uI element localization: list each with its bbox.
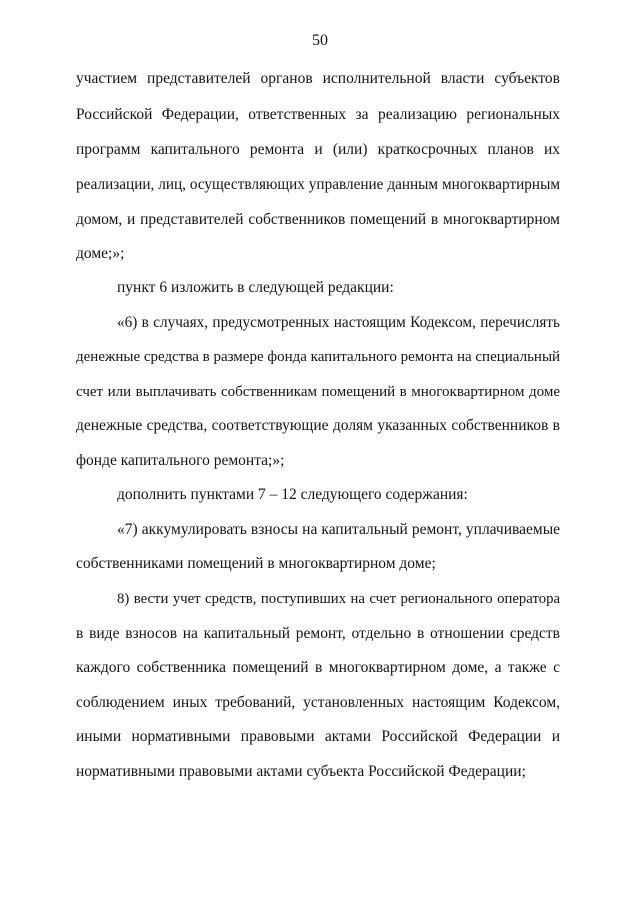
text-line: денежные средства, соответствующие долям указанных собственников в	[76, 417, 560, 434]
text-line: счет или выплачивать собственникам помещений в многоквартирном доме	[76, 384, 560, 400]
paragraph-start-line: «6) в случаях, предусмотренных настоящим Кодексом, перечислять	[117, 314, 560, 331]
text-line: реализации, лиц, осуществляющих управление данным многоквартирным	[76, 176, 560, 193]
paragraph-start-line: дополнить пунктами 7 – 12 следующего содержания:	[117, 486, 468, 503]
text-line: программ капитального ремонта и (или) краткосрочных планов их	[76, 141, 560, 158]
paragraph-start-line: «7) аккумулировать взносы на капитальный ремонт, уплачиваемые	[117, 521, 560, 538]
page-number: 50	[312, 32, 328, 49]
text-line: иными нормативными правовыми актами Российской Федерации и	[76, 728, 560, 745]
text-line: доме;»;	[76, 245, 125, 262]
text-line: фонде капитального ремонта;»;	[76, 452, 285, 469]
text-line: денежные средства в размере фонда капитального ремонта на специальный	[76, 349, 561, 365]
text-line: в виде взносов на капитальный ремонт, отдельно в отношении средств	[76, 625, 560, 642]
paragraph-start-line: 8) вести учет средств, поступивших на счет регионального оператора	[117, 591, 560, 607]
text-line: нормативными правовыми актами субъекта Российской Федерации;	[76, 763, 526, 780]
text-line: каждого собственника помещений в многоквартирном доме, а также с	[76, 659, 560, 676]
text-line: собственниками помещений в многоквартирном доме;	[76, 555, 436, 572]
text-line: участием представителей органов исполнительной власти субъектов	[76, 70, 560, 87]
text-line: соблюдением иных требований, установленных настоящим Кодексом,	[76, 694, 560, 711]
text-line: домом, и представителей собственников помещений в многоквартирном	[76, 211, 560, 228]
text-line: Российской Федерации, ответственных за реализацию региональных	[76, 106, 560, 123]
paragraph-start-line: пункт 6 изложить в следующей редакции:	[117, 279, 394, 296]
